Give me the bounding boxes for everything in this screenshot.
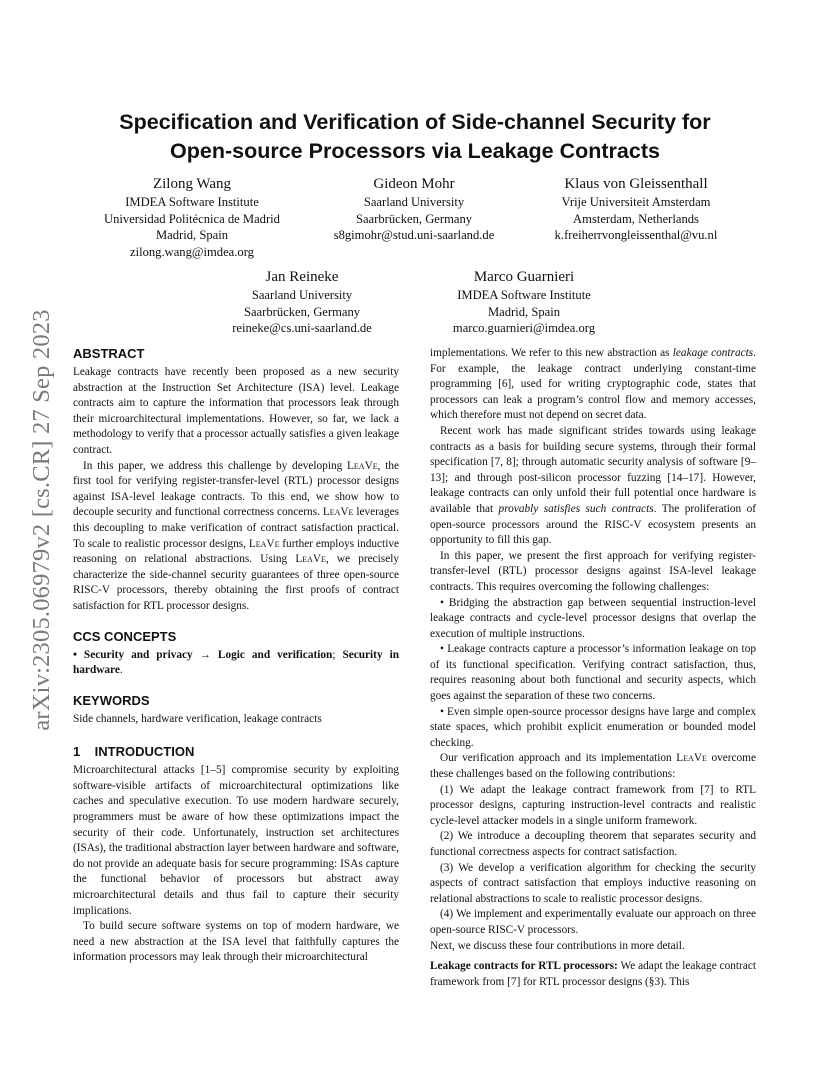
- author-location: Madrid, Spain: [155, 228, 229, 243]
- tool-name: LeaVe: [676, 752, 707, 765]
- paragraph-leakage-contracts: Leakage contracts for RTL processors: We adapt the leakage contract framework from [7] for RTL processor designs (§3). This: [430, 960, 756, 988]
- keywords-heading: KEYWORDS: [73, 692, 150, 708]
- contribution-item: (2) We introduce a decoupling theorem that separates security and functional correctness aspects for contract satisfaction.: [430, 830, 756, 858]
- author-email: reineke@cs.uni-saarland.de: [232, 321, 372, 336]
- author-location: Saarbrücken, Germany: [355, 211, 473, 226]
- author-affiliation: Saarland University: [251, 288, 353, 302]
- contribution-item: (3) We develop a verification algorithm for checking the security aspects of contract satisfaction that employs inductive reasoning on relational abstractions to scale to realistic processor designs.: [430, 861, 756, 905]
- abstract-paragraph: In this paper, we address this challenge by developing LeaVe, the first tool for verifying register-transfer-level (RTL) processor designs against ISA-level leakage contracts. To this end, we show how to decouple security and functional correctness concerns. LeaVe leverages this decoupling to make verification of contract satisfaction practical. To scale to realistic processor designs, LeaVe further employs inductive reasoning on relational abstractions. Using LeaVe, we precisely characterize the side-channel security guarantees of three open-source RISC-V processors, thereby obtaining the first proofs of contract satisfaction for RTL processor designs.: [73, 459, 399, 612]
- challenge-bullet: • Even simple open-source processor designs have large and complex state spaces, which prohibit explicit enumeration or bounded model checking.: [430, 705, 756, 749]
- author-affiliation: Vrije Universiteit Amsterdam: [561, 195, 711, 209]
- author-email: s8gimohr@stud.uni-saarland.de: [333, 228, 495, 243]
- author-affiliation: Universidad Politécnica de Madrid: [104, 211, 280, 226]
- abstract-paragraph: Leakage contracts have recently been proposed as a new security abstraction at the Instruction Set Architecture (ISA) level. Leakage contracts aim to capture the information that processors leak through their microarchitectural implementations. However, so far, we lack a methodology to verify that a processor actually satisfies a given leakage contract.: [73, 366, 399, 456]
- author-location: Madrid, Spain: [487, 304, 561, 319]
- title-line-2: Open-source Processors via Leakage Contracts: [170, 139, 660, 163]
- contribution-item: (1) We adapt the leakage contract framework from [7] to RTL processor designs, capturing instruction-level contracts and realistic cycle-level attacker models in a single uniform framework.: [430, 783, 756, 827]
- body-paragraph: Next, we discuss these four contributions in more detail.: [430, 939, 685, 952]
- body-paragraph: In this paper, we present the first approach for verifying register-transfer-level (RTL) processor designs against ISA-level leakage contracts. This requires overcoming the following challenges:: [430, 549, 756, 593]
- author-block: [426, 268, 622, 337]
- author-name: Marco Guarnieri: [473, 269, 575, 285]
- right-column: [430, 346, 756, 990]
- author-affiliation: IMDEA Software Institute: [457, 288, 591, 302]
- abstract-heading: ABSTRACT: [73, 346, 145, 361]
- author-affiliation: Saarland University: [363, 195, 465, 209]
- tool-name: LeaVe: [347, 459, 378, 472]
- body-paragraph: implementations. We refer to this new abstraction as leakage contracts. For example, the leakage contract underlying constant-time programming [6], used for writing cryptographic code, states that processors can leak a program’s control flow and memory accesses, which therefore must not depend on secret data.: [430, 347, 756, 422]
- intro-paragraph: Microarchitectural attacks [1–5] compromise security by exploiting software-visible artifacts of microarchitectural optimizations like caches and speculative execution. To use modern hardware securely, programmers must be aware of how these optimizations impact the security of their code. Unfortunately, instruction set architectures (ISAs), the traditional abstraction layer between hardware and software, do not provide an adequate basis for secure programming: ISAs capture the functional behavior of processors but abstract away microarchitectural details and thus fail to capture their security implications.: [73, 764, 399, 917]
- author-location: Saarbrücken, Germany: [243, 304, 361, 319]
- author-name: Klaus von Gleissenthall: [564, 176, 708, 192]
- tool-name: LeaVe: [248, 537, 280, 550]
- introduction-heading: 1 INTRODUCTION: [73, 744, 195, 760]
- challenge-bullet: • Bridging the abstraction gap between sequential instruction-level leakage contracts and cycle-level processor designs that overlap the execution of multiple instructions.: [430, 596, 756, 640]
- author-block: [316, 175, 512, 244]
- keywords-text: Side channels, hardware verification, leakage contracts: [73, 712, 322, 725]
- intro-paragraph: To build secure software systems on top of modern hardware, we need a new abstraction at the ISA level that faithfully captures the information processors may leak through their microarchitectural: [73, 920, 399, 964]
- author-email: marco.guarnieri@imdea.org: [452, 321, 596, 336]
- left-column: [73, 346, 399, 966]
- author-block: [94, 175, 290, 260]
- author-block: [204, 268, 400, 337]
- author-email: k.freiherrvongleissenthal@vu.nl: [554, 228, 718, 243]
- author-name: Jan Reineke: [265, 269, 339, 285]
- paper-title: [74, 108, 756, 166]
- author-name: Gideon Mohr: [373, 176, 455, 192]
- author-affiliation: IMDEA Software Institute: [125, 195, 259, 209]
- contribution-item: (4) We implement and experimentally evaluate our approach on three open-source RISC-V processors.: [430, 908, 756, 936]
- challenge-bullet: • Leakage contracts capture a processor’s information leakage on top of its functional specification. Verifying contract satisfaction, thus, requires reasoning about both functional and security aspects, which goes against the separation of these two concerns.: [430, 643, 756, 703]
- author-location: Amsterdam, Netherlands: [573, 211, 699, 226]
- body-paragraph: Recent work has made significant strides towards using leakage contracts as a basis for building secure systems, through their formal specification [7, 8]; through automatic security analysis of software [9–13]; and through post-silicon processor fuzzing [14–17]. However, leakage contracts can only unfold their full potential once hardware is available that provably satisfies such contracts. The proliferation of open-source processors around the RISC-V ecosystem presents an opportunity to fill this gap.: [430, 424, 757, 547]
- ccs-heading: CCS CONCEPTS: [73, 628, 177, 644]
- tool-name: LeaVe: [322, 506, 354, 519]
- author-block: [538, 175, 734, 244]
- ccs-concepts: • Security and privacy → Logic and verification; Security in hardware.: [73, 648, 399, 677]
- author-email: zilong.wang@imdea.org: [130, 244, 254, 259]
- tool-name: LeaVe: [295, 553, 326, 566]
- title-line-1: Specification and Verification of Side-channel Security for: [119, 110, 711, 134]
- author-name: Zilong Wang: [152, 176, 232, 192]
- arxiv-identifier: arXiv:2305.06979v2 [cs.CR] 27 Sep 2023: [28, 309, 55, 731]
- body-paragraph: Our verification approach and its implementation LeaVe overcome these challenges based on the following contributions:: [430, 752, 756, 781]
